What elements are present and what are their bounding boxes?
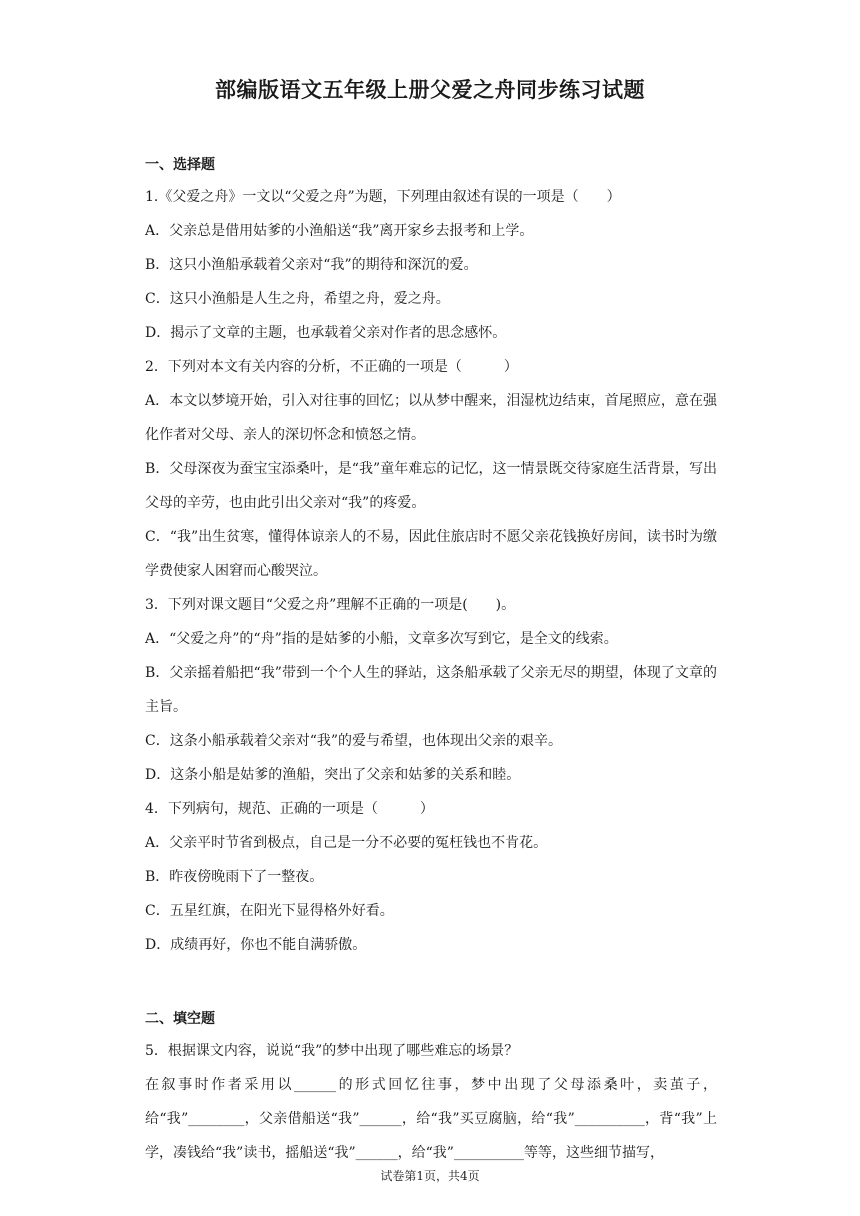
option-c: C．这条小船承载着父亲对“我”的爱与希望，也体现出父亲的艰辛。 [145, 733, 563, 749]
question-stem: 2．下列对本文有关内容的分析，不正确的一项是（ ） [145, 359, 518, 375]
question-1 [145, 180, 717, 350]
option-c: C．五星红旗，在阳光下显得格外好看。 [145, 903, 394, 919]
section-spacer [145, 962, 717, 1004]
question-4 [145, 792, 717, 962]
option-b: B．父亲摇着船把“我”带到一个个人生的驿站，这条船承载了父亲无尽的期望，体现了文章的主旨。 [145, 665, 717, 715]
option-c: C．这只小渔船是人生之舟，希望之舟，爱之舟。 [145, 291, 450, 307]
option-a: A．“父爱之舟”的“舟”指的是姑爹的小船，文章多次写到它，是全文的线索。 [145, 631, 618, 647]
option-b: B．这只小渔船承载着父亲对“我”的期待和深沉的爱。 [145, 257, 478, 273]
option-a: A．本文以梦境开始，引入对往事的回忆；以从梦中醒来，泪湿枕边结束，首尾照应，意在强化作者对父母、亲人的深切怀念和愤怒之情。 [145, 393, 717, 443]
question-5 [145, 1034, 717, 1170]
exam-content [145, 150, 717, 1170]
option-a: A．父亲平时节省到极点，自己是一分不必要的冤枉钱也不肯花。 [145, 835, 548, 851]
question-2 [145, 350, 717, 588]
option-d: D．这条小船是姑爹的渔船，突出了父亲和姑爹的关系和睦。 [145, 767, 521, 783]
option-c: C．“我”出生贫寒，懂得体谅亲人的不易，因此住旅店时不愿父亲花钱换好房间，读书时为缴学费使家人困窘而心酸哭泣。 [145, 529, 717, 579]
option-d: D．成绩再好，你也不能自满骄傲。 [145, 937, 367, 953]
option-d: D．揭示了文章的主题，也承载着父亲对作者的思念感怀。 [145, 325, 507, 341]
page-title: 部编版语文五年级上册父爱之舟同步练习试题 [215, 78, 645, 102]
question-stem: 5．根据课文内容，说说“我”的梦中出现了哪些难忘的场景？ [145, 1043, 519, 1059]
section-heading-fill: 二、填空题 [145, 1011, 215, 1027]
question-stem: 3．下列对课文题目“父爱之舟”理解不正确的一项是( )。 [145, 597, 516, 613]
option-b: B．昨夜傍晚雨下了一整夜。 [145, 869, 324, 885]
option-a: A．父亲总是借用姑爹的小渔船送“我”离开家乡去报考和上学。 [145, 223, 534, 239]
question-stem: 4．下列病句，规范、正确的一项是（ ） [145, 801, 434, 817]
question-body: 在叙事时作者采用以______的形式回忆往事，梦中出现了父母添桑叶，卖茧子，给“我”________，父亲借船送“我”______，给“我”买豆腐脑，给“我”__________，背“我”上学，凑钱给“我”读书，摇船送“我”______，给“我”__________等等，这些细节描写， [145, 1077, 717, 1161]
option-b: B．父母深夜为蚕宝宝添桑叶，是“我”童年难忘的记忆，这一情景既交待家庭生活背景，写出父母的辛劳，也由此引出父亲对“我”的疼爱。 [145, 461, 717, 511]
question-3 [145, 588, 717, 792]
question-stem: 1.《父爱之舟》一文以“父爱之舟”为题，下列理由叙述有误的一项是（ ） [145, 189, 621, 205]
section-heading-choice: 一、选择题 [145, 157, 215, 173]
page-footer: 试卷第1页，共4页 [380, 1169, 480, 1183]
